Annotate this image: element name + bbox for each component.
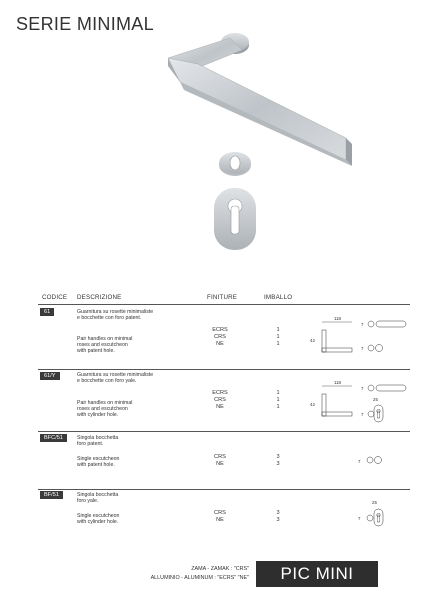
row-divider [38,431,410,432]
dim-height: 42 [310,338,315,343]
row-qty: 3 3 [276,454,280,467]
row-desc-it: Guarnitura su rosette minimaliste e bocchette con foro patent. [77,309,154,322]
row-desc-it: Guarnitura su rosette minimaliste e bocchette con foro yale. [77,372,154,385]
dim-rose: 7 [361,386,364,391]
row-finishes: CRS NE [214,510,226,523]
dim-esc-width: 25 [372,500,377,505]
row-desc-en: Pair handles on minimal roses and escutcheon with patent hole. [77,336,133,355]
row-code: BFC/51 [40,434,67,442]
row-finishes: ECRS CRS NE [212,327,228,347]
escutcheon-diagram [350,496,390,530]
row-finishes: CRS NE [214,454,226,467]
row-desc-it: Singola bocchetta foro yale. [77,492,119,505]
dim-esc: 7 [358,516,361,521]
row-desc-it: Singola bocchetta foro patent. [77,435,119,448]
dim-rose: 7 [361,322,364,327]
row-code: 61/Y [40,372,60,380]
row-desc-en: Single escutcheon with cylinder hole. [77,513,120,526]
handle-product-image [150,20,360,290]
row-qty: 3 3 [276,510,280,523]
dim-esc: 7 [358,459,361,464]
header-finiture: FINITURE [207,294,238,301]
dim-esc: 7 [361,412,364,417]
row-code: 61 [40,308,54,316]
page-title: SERIE MINIMAL [16,14,154,34]
row-divider [38,369,410,370]
row-qty: 1 1 1 [276,327,280,347]
dim-length: 118 [334,316,341,321]
row-finishes: ECRS CRS NE [212,390,228,410]
dim-esc: 7 [361,346,364,351]
row-code: BF/51 [40,491,63,499]
brand-label: PIC MINI [256,561,378,587]
row-desc-en: Single escutcheon with patent hole. [77,456,120,469]
header-codice: CODICE [42,294,68,301]
handle-diagram [300,376,412,428]
escutcheon-diagram [350,450,390,470]
footer-material-zamak: ZAMA - ZAMAK : "CRS" [191,566,249,572]
row-desc-en: Pair handles on minimal roses and escutcheon with cylinder hole. [77,400,133,419]
dim-height: 42 [310,402,315,407]
header-divider [38,304,410,305]
footer-material-aluminum: ALLUMINIO - ALUMINUM : "ECRS" "NE" [150,575,249,581]
row-qty: 1 1 1 [276,390,280,410]
header-descrizione: DESCRIZIONE [77,294,122,301]
dim-length: 118 [334,380,341,385]
header-imballo: IMBALLO [264,294,293,301]
dim-esc-width: 25 [373,397,378,402]
row-divider [38,489,410,490]
handle-diagram [300,312,412,362]
